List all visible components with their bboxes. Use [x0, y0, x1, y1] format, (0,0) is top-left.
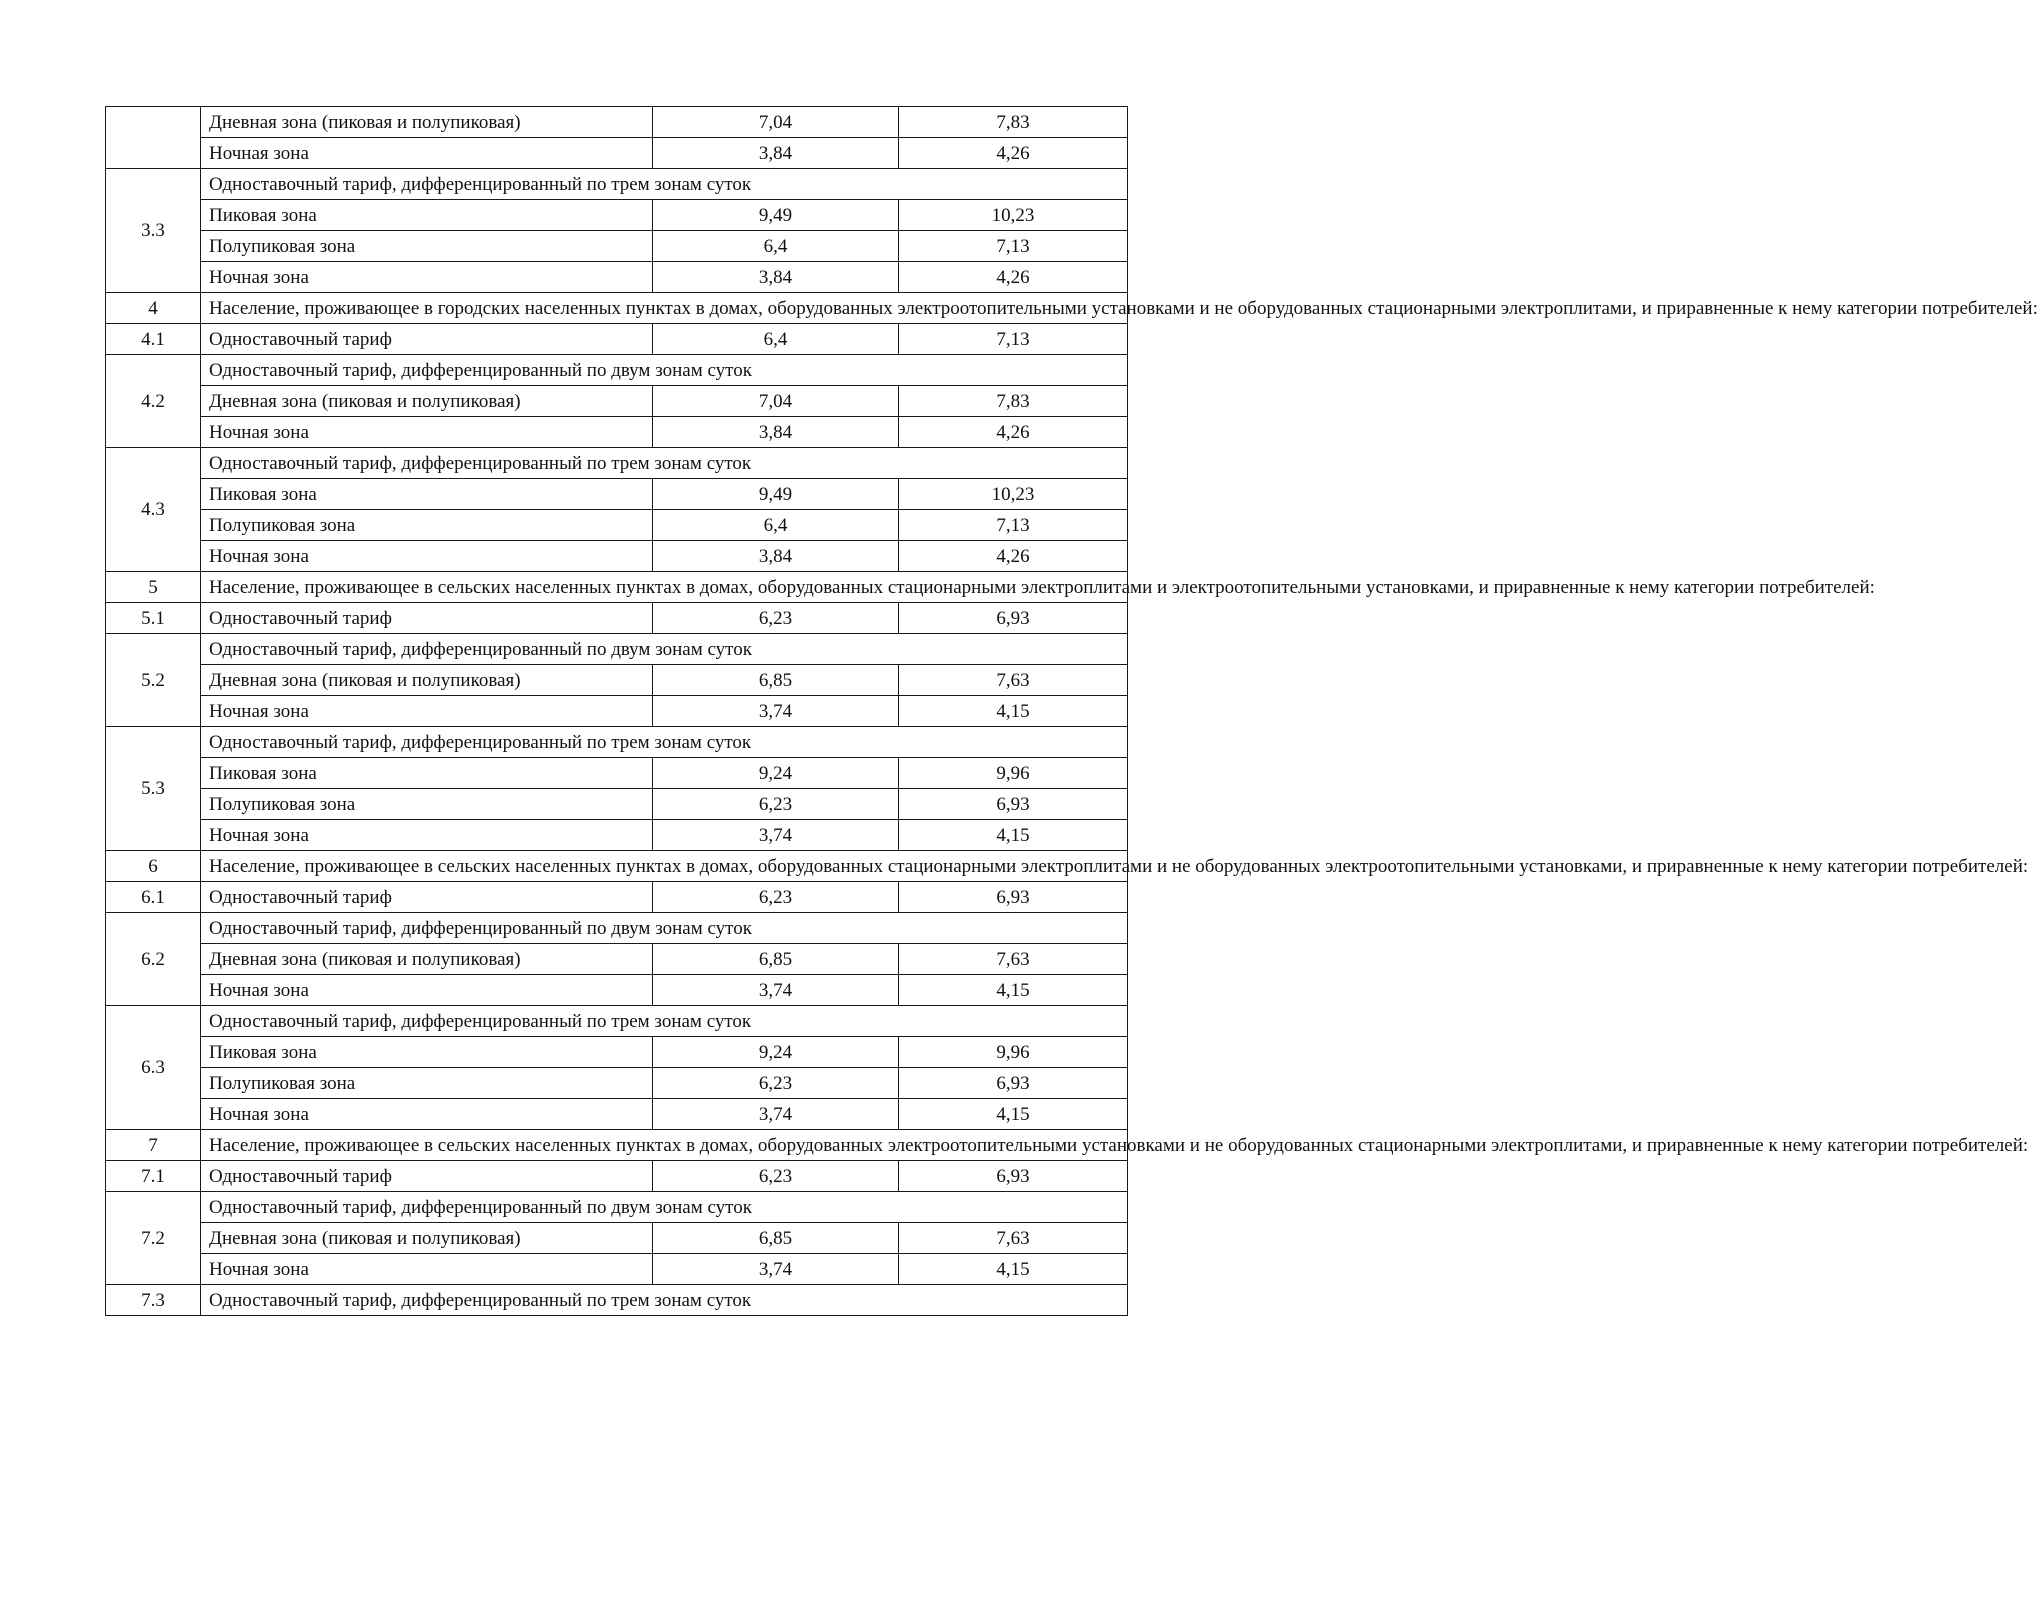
table-row: [106, 634, 1128, 665]
zone-name: Ночная зона: [201, 138, 653, 169]
tariff-value-2: 7,63: [899, 665, 1128, 696]
table-row: [106, 944, 1128, 975]
table-row: [106, 603, 1128, 634]
table-row: [106, 386, 1128, 417]
tariff-value-2: 6,93: [899, 603, 1128, 634]
tariff-value-2: 6,93: [899, 882, 1128, 913]
table-row: [106, 293, 1128, 324]
tariff-value-2: 9,96: [899, 758, 1128, 789]
row-number: 6.2: [106, 913, 201, 1006]
tariff-value-2: 7,83: [899, 386, 1128, 417]
tariff-value-1: 6,4: [653, 324, 899, 355]
zone-name: Пиковая зона: [201, 479, 653, 510]
table-row: [106, 820, 1128, 851]
consumer-group-description: Население, проживающее в сельских населенных пунктах в домах, оборудованных стационарными электроплитами и электроотопительными установками, и приравненные к нему категории потребителей:: [201, 572, 1128, 603]
tariff-value-2: 4,15: [899, 1254, 1128, 1285]
zone-name: Дневная зона (пиковая и полупиковая): [201, 665, 653, 696]
tariff-name: Одноставочный тариф: [201, 603, 653, 634]
tariff-value-1: 3,74: [653, 820, 899, 851]
table-row: [106, 1037, 1128, 1068]
tariff-subheading: Одноставочный тариф, дифференцированный по двум зонам суток: [201, 1192, 1128, 1223]
table-row: [106, 1161, 1128, 1192]
tariff-subheading: Одноставочный тариф, дифференцированный по двум зонам суток: [201, 634, 1128, 665]
row-number: 5.2: [106, 634, 201, 727]
zone-name: Дневная зона (пиковая и полупиковая): [201, 386, 653, 417]
zone-name: Ночная зона: [201, 820, 653, 851]
table-row: [106, 479, 1128, 510]
tariff-subheading: Одноставочный тариф, дифференцированный по трем зонам суток: [201, 727, 1128, 758]
tariff-value-2: 6,93: [899, 1161, 1128, 1192]
table-row: [106, 510, 1128, 541]
table-row: [106, 107, 1128, 138]
table-row: [106, 231, 1128, 262]
tariff-value-2: 4,26: [899, 417, 1128, 448]
table-row: [106, 417, 1128, 448]
table-row: [106, 448, 1128, 479]
zone-name: Полупиковая зона: [201, 231, 653, 262]
table-row: [106, 789, 1128, 820]
zone-name: Ночная зона: [201, 262, 653, 293]
tariff-value-1: 3,84: [653, 417, 899, 448]
zone-name: Ночная зона: [201, 1099, 653, 1130]
tariff-value-1: 3,74: [653, 696, 899, 727]
tariff-value-2: 7,13: [899, 324, 1128, 355]
consumer-group-description: Население, проживающее в сельских населенных пунктах в домах, оборудованных стационарными электроплитами и не оборудованных электроотопительными установками, и приравненные к нему категории потребителей:: [201, 851, 1128, 882]
tariff-subheading: Одноставочный тариф, дифференцированный по трем зонам суток: [201, 169, 1128, 200]
table-row: [106, 758, 1128, 789]
zone-name: Ночная зона: [201, 1254, 653, 1285]
tariff-value-1: 6,4: [653, 231, 899, 262]
table-row: [106, 1130, 1128, 1161]
consumer-group-description: Население, проживающее в городских населенных пунктах в домах, оборудованных электроотопительными установками и не оборудованных стационарными электроплитами, и приравненные к нему категории потребителей:: [201, 293, 1128, 324]
zone-name: Пиковая зона: [201, 1037, 653, 1068]
tariff-value-2: 4,15: [899, 1099, 1128, 1130]
tariff-name: Одноставочный тариф: [201, 1161, 653, 1192]
tariff-subheading: Одноставочный тариф, дифференцированный по трем зонам суток: [201, 1006, 1128, 1037]
zone-name: Ночная зона: [201, 696, 653, 727]
table-row: [106, 541, 1128, 572]
table-row: [106, 200, 1128, 231]
tariff-value-1: 6,85: [653, 1223, 899, 1254]
group-number: 5: [106, 572, 201, 603]
table-row: [106, 665, 1128, 696]
tariff-value-1: 3,74: [653, 1254, 899, 1285]
table-row: [106, 882, 1128, 913]
table-row: [106, 727, 1128, 758]
tariff-value-1: 9,49: [653, 479, 899, 510]
zone-name: Полупиковая зона: [201, 1068, 653, 1099]
table-row: [106, 696, 1128, 727]
tariff-value-1: 6,23: [653, 1161, 899, 1192]
tariff-value-1: 6,85: [653, 944, 899, 975]
tariff-value-2: 4,26: [899, 138, 1128, 169]
table-row: [106, 1099, 1128, 1130]
tariff-value-1: 6,23: [653, 882, 899, 913]
table-row: [106, 262, 1128, 293]
zone-name: Ночная зона: [201, 541, 653, 572]
table-row: [106, 572, 1128, 603]
group-number: 7: [106, 1130, 201, 1161]
tariff-subheading: Одноставочный тариф, дифференцированный по двум зонам суток: [201, 913, 1128, 944]
tariff-name: Одноставочный тариф: [201, 324, 653, 355]
tariff-value-2: 7,63: [899, 1223, 1128, 1254]
tariff-value-1: 3,74: [653, 1099, 899, 1130]
table-row: [106, 1006, 1128, 1037]
table-row: [106, 851, 1128, 882]
row-number: 4.2: [106, 355, 201, 448]
table-row: [106, 975, 1128, 1006]
tariff-value-1: 9,24: [653, 758, 899, 789]
tariff-value-2: 7,63: [899, 944, 1128, 975]
zone-name: Полупиковая зона: [201, 789, 653, 820]
zone-name: Ночная зона: [201, 975, 653, 1006]
tariff-value-1: 6,23: [653, 789, 899, 820]
table-row: [106, 1285, 1128, 1316]
tariff-value-2: 7,83: [899, 107, 1128, 138]
tariff-value-2: 4,15: [899, 820, 1128, 851]
tariff-subheading: Одноставочный тариф, дифференцированный по трем зонам суток: [201, 1285, 1128, 1316]
tariff-value-2: 4,26: [899, 262, 1128, 293]
table-row: [106, 169, 1128, 200]
row-number: 6.1: [106, 882, 201, 913]
zone-name: Дневная зона (пиковая и полупиковая): [201, 944, 653, 975]
table-row: [106, 355, 1128, 386]
row-number: 7.3: [106, 1285, 201, 1316]
zone-name: Дневная зона (пиковая и полупиковая): [201, 1223, 653, 1254]
tariff-value-2: 10,23: [899, 479, 1128, 510]
table-row: [106, 1068, 1128, 1099]
tariff-name: Одноставочный тариф: [201, 882, 653, 913]
tariff-value-1: 9,24: [653, 1037, 899, 1068]
group-number: 6: [106, 851, 201, 882]
table-row: [106, 324, 1128, 355]
tariff-value-1: 7,04: [653, 386, 899, 417]
tariff-value-2: 4,15: [899, 696, 1128, 727]
tariff-value-2: 10,23: [899, 200, 1128, 231]
zone-name: Дневная зона (пиковая и полупиковая): [201, 107, 653, 138]
tariff-value-1: 9,49: [653, 200, 899, 231]
zone-name: Ночная зона: [201, 417, 653, 448]
tariff-value-2: 6,93: [899, 789, 1128, 820]
tariff-value-1: 7,04: [653, 107, 899, 138]
tariff-subheading: Одноставочный тариф, дифференцированный по трем зонам суток: [201, 448, 1128, 479]
row-number: 4.3: [106, 448, 201, 572]
tariff-value-2: 4,26: [899, 541, 1128, 572]
tariff-value-2: 7,13: [899, 510, 1128, 541]
row-number: [106, 107, 201, 169]
table-row: [106, 913, 1128, 944]
zone-name: Полупиковая зона: [201, 510, 653, 541]
row-number: 7.2: [106, 1192, 201, 1285]
row-number: 5.3: [106, 727, 201, 851]
tariff-value-1: 6,4: [653, 510, 899, 541]
tariff-value-1: 6,23: [653, 603, 899, 634]
row-number: 6.3: [106, 1006, 201, 1130]
row-number: 7.1: [106, 1161, 201, 1192]
tariff-table: [105, 106, 2038, 1316]
tariff-value-1: 6,85: [653, 665, 899, 696]
row-number: 5.1: [106, 603, 201, 634]
consumer-group-description: Население, проживающее в сельских населенных пунктах в домах, оборудованных электроотопительными установками и не оборудованных стационарными электроплитами, и приравненные к нему категории потребителей:: [201, 1130, 1128, 1161]
row-number: 4.1: [106, 324, 201, 355]
tariff-value-1: 3,84: [653, 138, 899, 169]
tariff-subheading: Одноставочный тариф, дифференцированный по двум зонам суток: [201, 355, 1128, 386]
tariff-value-1: 6,23: [653, 1068, 899, 1099]
tariff-value-2: 7,13: [899, 231, 1128, 262]
table-row: [106, 1223, 1128, 1254]
zone-name: Пиковая зона: [201, 200, 653, 231]
table-row: [106, 1254, 1128, 1285]
tariff-value-2: 4,15: [899, 975, 1128, 1006]
tariff-value-2: 6,93: [899, 1068, 1128, 1099]
zone-name: Пиковая зона: [201, 758, 653, 789]
tariff-value-2: 9,96: [899, 1037, 1128, 1068]
tariff-value-1: 3,74: [653, 975, 899, 1006]
tariff-value-1: 3,84: [653, 262, 899, 293]
table-row: [106, 1192, 1128, 1223]
group-number: 4: [106, 293, 201, 324]
row-number: 3.3: [106, 169, 201, 293]
table-row: [106, 138, 1128, 169]
tariff-value-1: 3,84: [653, 541, 899, 572]
